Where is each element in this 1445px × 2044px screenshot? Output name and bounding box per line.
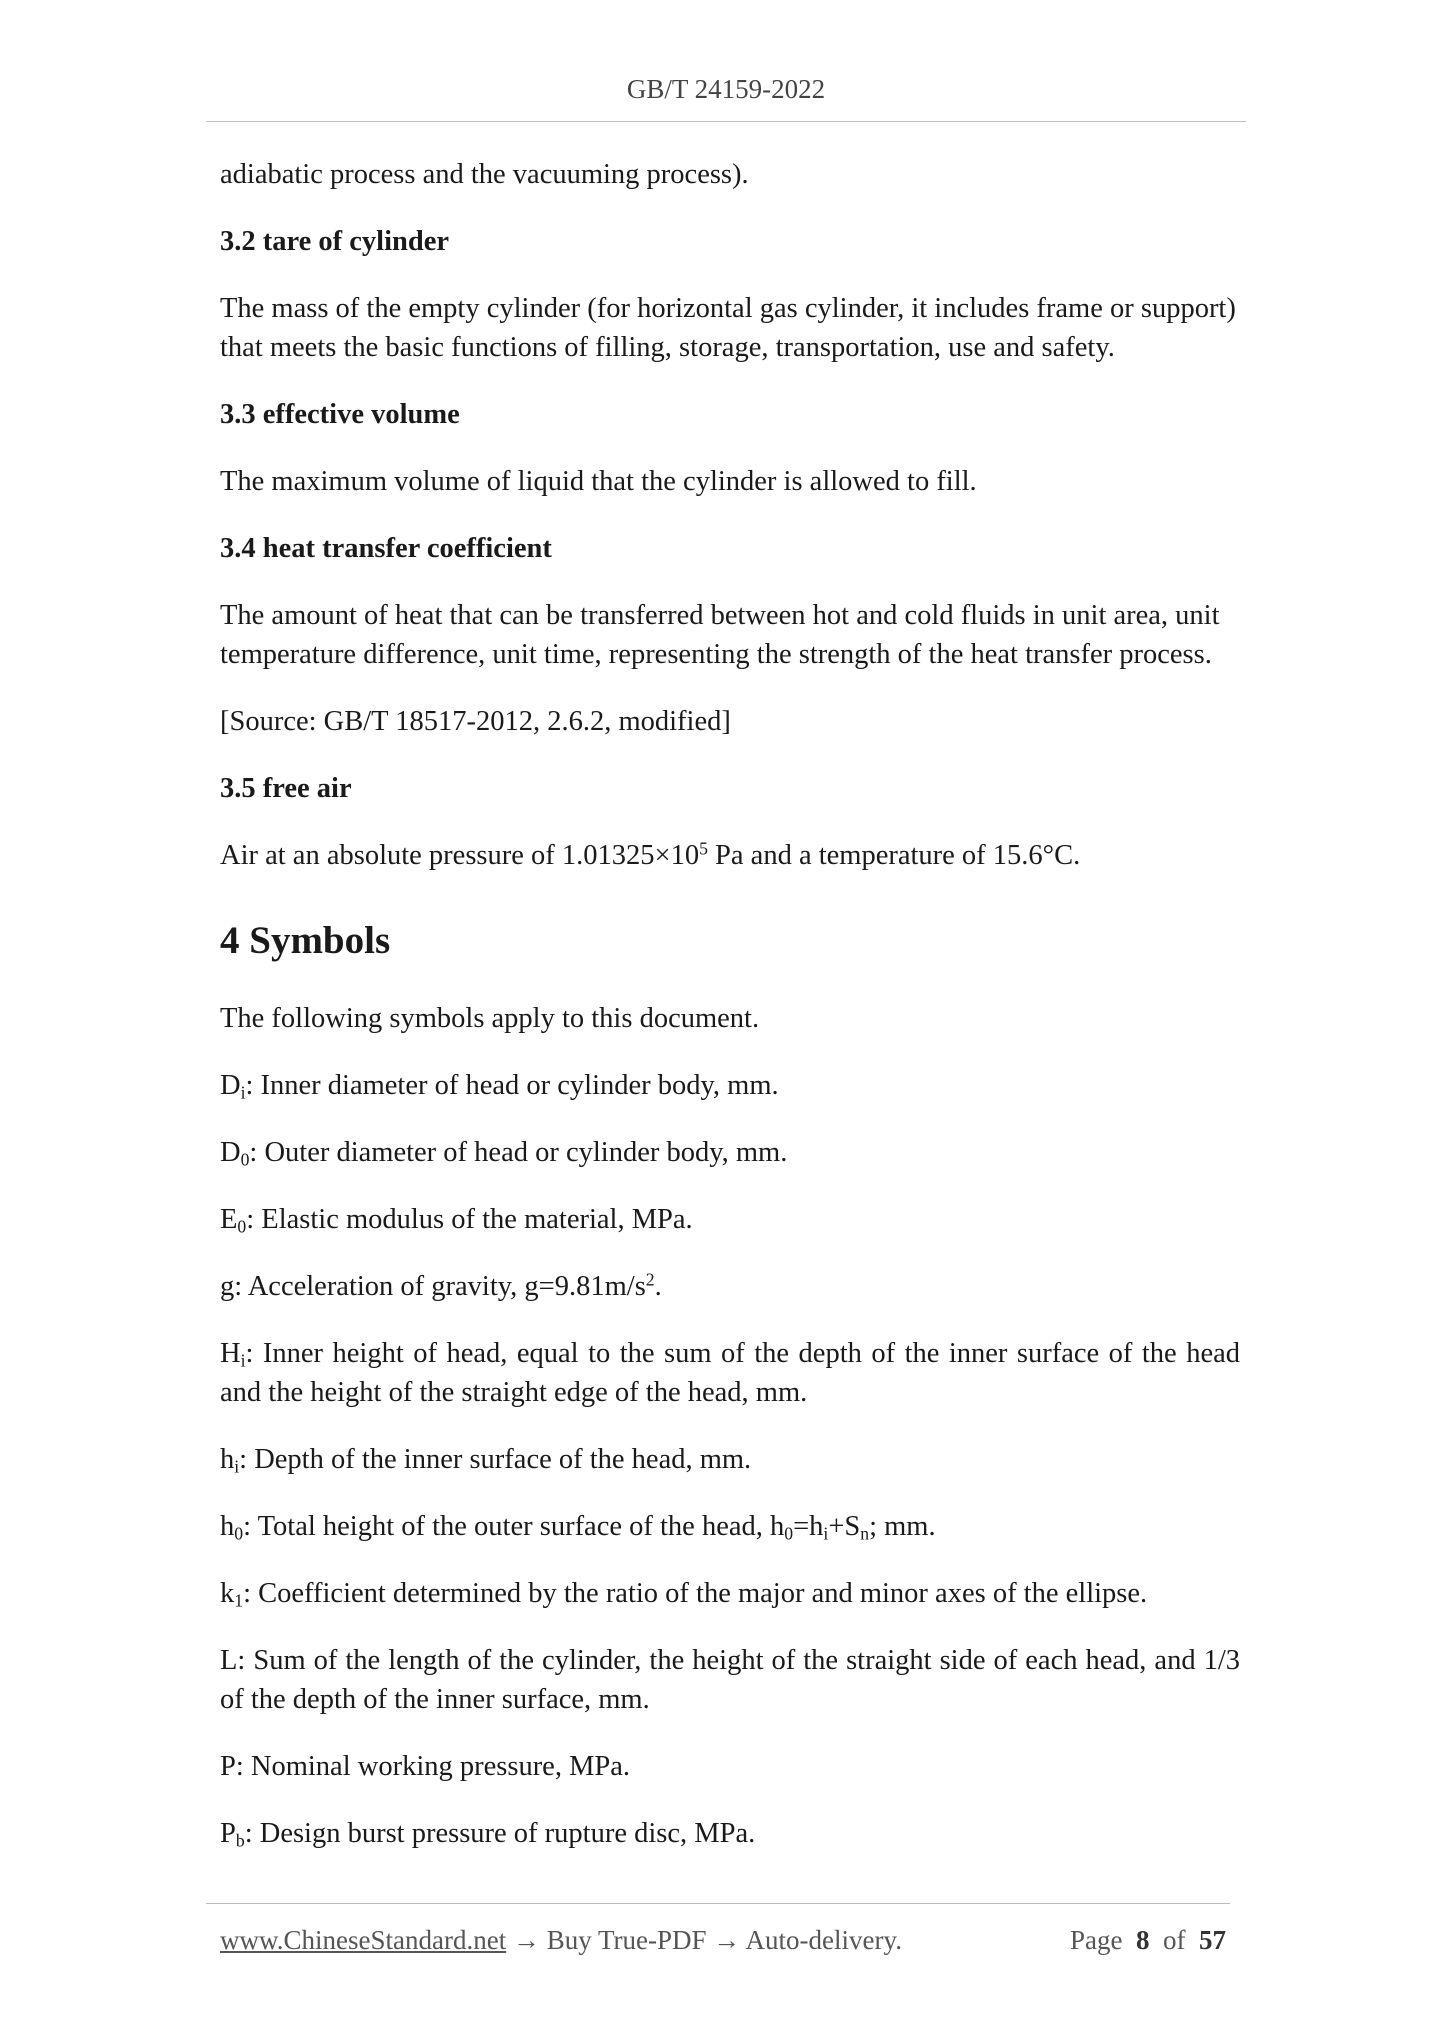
term-heading-3-3: 3.3 effective volume bbox=[220, 399, 460, 430]
footer-promo bbox=[220, 1922, 902, 1958]
symbol-entry-l: L: Sum of the length of the cylinder, the height of the straight side of each head, and 1/3 of the depth of the inner surface, mm. bbox=[220, 1645, 1240, 1715]
page-label: Page bbox=[1070, 1925, 1123, 1955]
term-heading-3-2: 3.2 tare of cylinder bbox=[220, 226, 450, 257]
term-definition-3-4: The amount of heat that can be transferred between hot and cold fluids in unit area, unit temperature difference, unit time, representing the strength of the heat transfer process. bbox=[220, 600, 1220, 670]
term-definition-3-2: The mass of the empty cylinder (for horizontal gas cylinder, it includes frame or support) that meets the basic functions of filling, storage, transportation, use and safety. bbox=[220, 293, 1236, 363]
term-definition-3-5: Air at an absolute pressure of $1.01325\times 10^5$ Pa and a temperature of 15.6°C. bbox=[220, 838, 1081, 871]
of-label: of bbox=[1163, 1925, 1186, 1955]
term-definition-3-3: The maximum volume of liquid that the cylinder is allowed to fill. bbox=[220, 466, 977, 497]
buy-pdf-text: Buy True-PDF bbox=[546, 1925, 707, 1955]
symbol-entry-hi-lower: $h_i$: Depth of the inner surface of the head, mm. bbox=[220, 1444, 752, 1477]
term-heading-3-5: 3.5 free air bbox=[220, 773, 352, 804]
continuation-paragraph: adiabatic process and the vacuuming process). bbox=[220, 159, 749, 190]
symbol-entry-di: $D_i$: Inner diameter of head or cylinder body, mm. bbox=[220, 1070, 779, 1103]
source-note-3-4: [Source: GB/T 18517-2012, 2.6.2, modified] bbox=[220, 706, 731, 737]
document-body bbox=[220, 155, 1240, 1881]
section-heading-symbols: 4 Symbols bbox=[220, 919, 391, 962]
website-link[interactable]: www.ChineseStandard.net bbox=[220, 1925, 507, 1955]
arrow-right-icon: → bbox=[706, 1925, 746, 1955]
symbol-entry-hi-upper: $H_i$: Inner height of head, equal to the sum of the depth of the inner surface of the head and the height of the straight edge of the head, mm. bbox=[220, 1338, 1240, 1408]
footer-divider bbox=[206, 1903, 1230, 1904]
arrow-right-icon: → bbox=[506, 1925, 547, 1955]
symbol-entry-h0: $h_0$: Total height of the outer surface of the head, $h_0=h_i+S_n$; mm. bbox=[220, 1511, 936, 1544]
symbol-entry-pb: $P_b$: Design burst pressure of rupture disc, MPa. bbox=[220, 1818, 756, 1851]
header-divider bbox=[206, 121, 1246, 122]
term-heading-3-4: 3.4 heat transfer coefficient bbox=[220, 533, 552, 564]
symbols-intro: The following symbols apply to this document. bbox=[220, 1003, 760, 1034]
current-page-number: 8 bbox=[1136, 1925, 1150, 1955]
symbol-entry-d0: $D_0$: Outer diameter of head or cylinder body, mm. bbox=[220, 1137, 788, 1170]
page-header: GB/T 24159-2022 bbox=[626, 74, 826, 104]
symbol-entry-g: g: Acceleration of gravity, $g=9.81m/s^2$. bbox=[220, 1269, 662, 1302]
symbol-entry-k1: $k_1$: Coefficient determined by the ratio of the major and minor axes of the ellipse. bbox=[220, 1578, 1148, 1611]
total-pages-number: 57 bbox=[1199, 1925, 1226, 1955]
auto-delivery-text: Auto-delivery. bbox=[745, 1925, 902, 1955]
page-indicator bbox=[1070, 1922, 1226, 1958]
symbol-entry-p: P: Nominal working pressure, MPa. bbox=[220, 1751, 631, 1782]
symbol-entry-e0: $E_0$: Elastic modulus of the material, MPa. bbox=[220, 1204, 693, 1237]
